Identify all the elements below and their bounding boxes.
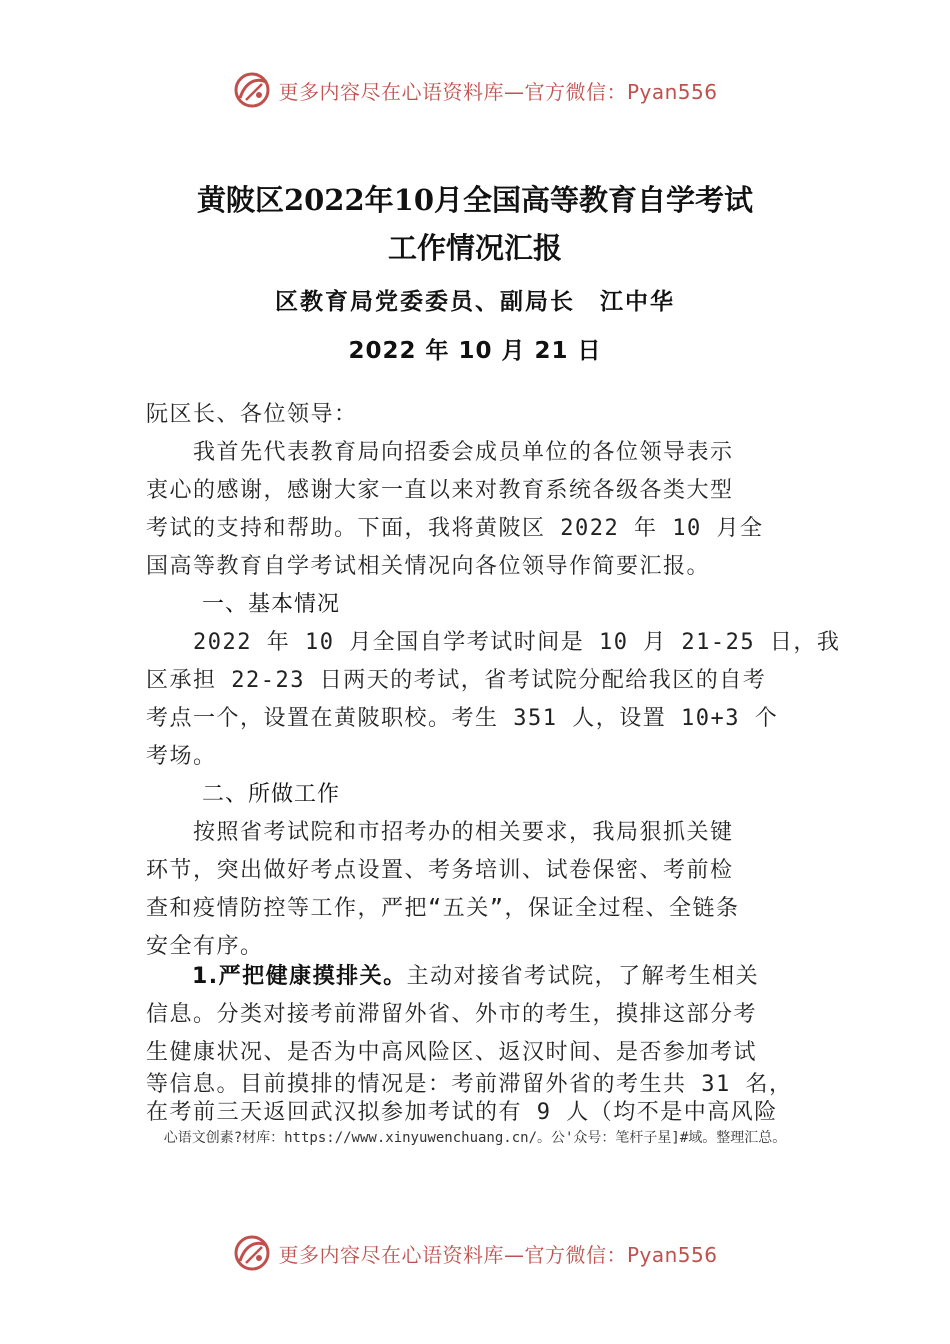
intro-line: 衷心的感谢，感谢大家一直以来对教育系统各级各类大型 [146,478,734,503]
intro-line: 国高等教育自学考试相关情况向各位领导作简要汇报。 [146,554,711,579]
item-1-line: 等信息。目前摸排的情况是：考前滞留外省的考生共 31 名， [146,1072,793,1097]
section-2-line: 查和疫情防控等工作，严把“五关”，保证全过程、全链条 [146,896,740,921]
item-1-lead: 1.严把健康摸排关。 [192,964,407,989]
banner-text: 更多内容尽在心语资料库—官方微信：Pyan556 [278,79,718,104]
seal-logo-icon [232,70,272,110]
section-1-line: 2022 年 10 月全国自学考试时间是 10 月 21-25 日，我 [146,630,841,655]
section-2-line: 按照省考试院和市招考办的相关要求，我局狠抓关键 [146,820,734,845]
source-footnote: 心语文创素?材库：https://www.xinyuwenchuang.cn/。公'众号：笔杆子星]#域。整理汇总。 [163,1130,787,1146]
date-line: 2022 年 10 月 21 日 [348,338,602,364]
banner-text: 更多内容尽在心语资料库—官方微信：Pyan556 [278,1242,718,1267]
section-1-line: 考点一个，设置在黄陂职校。考生 351 人，设置 10+3 个 [146,706,779,731]
section-1-line: 考场。 [146,744,217,769]
section-2-line: 安全有序。 [146,934,264,959]
section-2-line: 环节，突出做好考点设置、考务培训、试卷保密、考前检 [146,858,734,883]
item-1-line: 生健康状况、是否为中高风险区、返汉时间、是否参加考试 [146,1040,758,1065]
intro-line: 考试的支持和帮助。下面，我将黄陂区 2022 年 10 月全 [146,516,764,541]
salutation: 阮区长、各位领导： [146,402,358,427]
item-1-line: 信息。分类对接考前滞留外省、外市的考生，摸排这部分考 [146,1002,758,1027]
section-1-heading: 一、基本情况 [202,592,341,617]
section-2-heading: 二、所做工作 [202,782,341,807]
item-1-first-rest: 主动对接省考试院，了解考生相关 [406,964,760,989]
document-title-line-1: 黄陂区2022年10月全国高等教育自学考试 [196,183,754,217]
document-title-line-2: 工作情况汇报 [387,231,562,265]
item-1-line: 在考前三天返回武汉拟参加考试的有 9 人（均不是中高风险 [146,1100,778,1125]
top-watermark-banner [0,66,950,114]
intro-line: 我首先代表教育局向招委会成员单位的各位领导表示 [146,440,734,465]
item-1-first-line [192,962,832,992]
section-1-line: 区承担 22-23 日两天的考试，省考试院分配给我区的自考 [146,668,767,693]
bottom-watermark-banner [0,1229,950,1277]
author-line: 区教育局党委委员、副局长 江中华 [275,289,675,315]
seal-logo-icon [232,1233,272,1273]
